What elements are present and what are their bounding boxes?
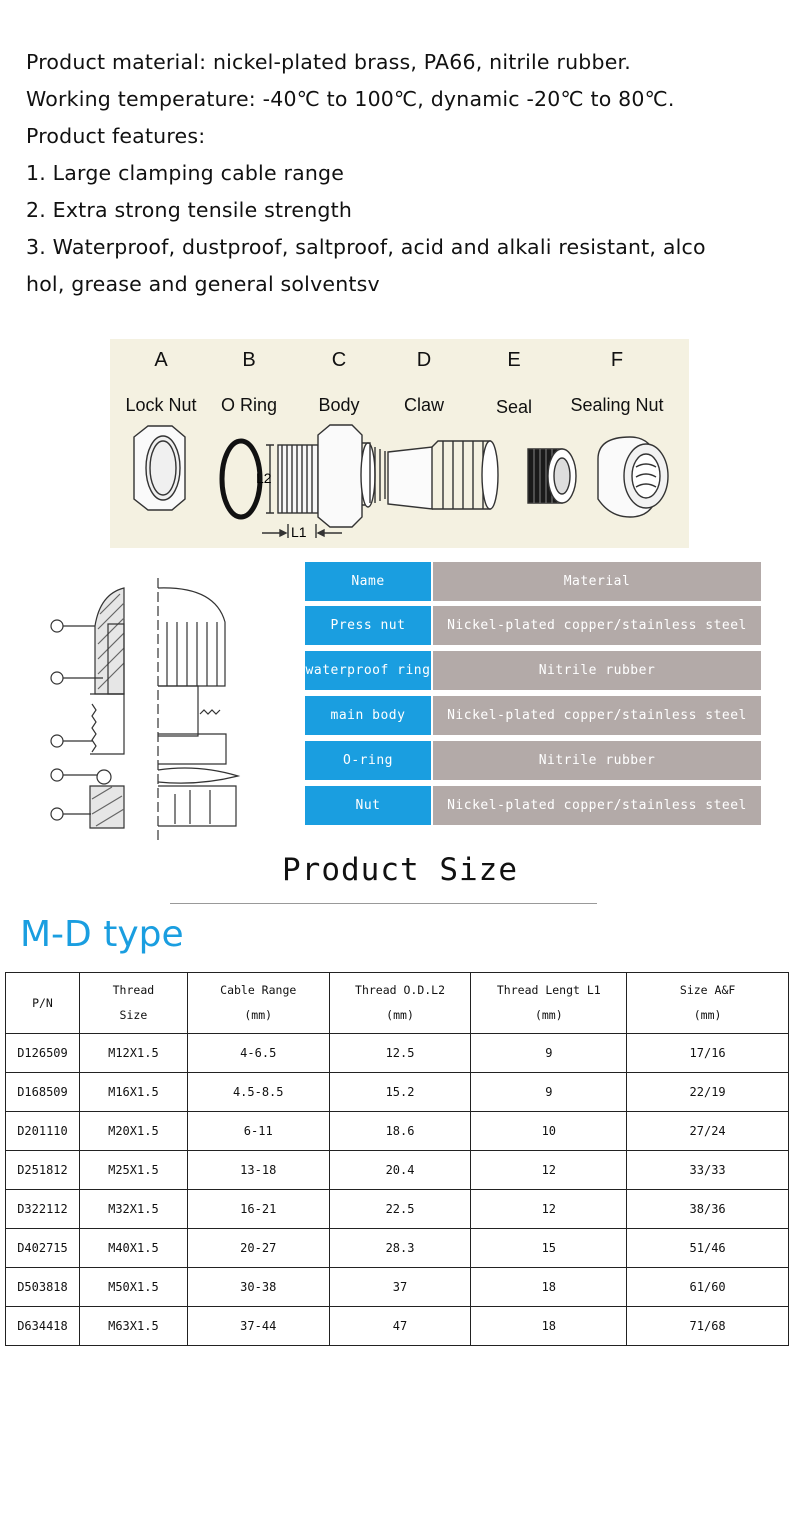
cell-thread-length: 9 [471,1034,627,1073]
l1-label: L1 [291,524,307,540]
component-name: O-ring [305,741,431,780]
table-row [6,1190,789,1229]
part-name: Sealing Nut [570,395,664,415]
header-material: Material [433,562,761,601]
part-name: O Ring [220,395,278,415]
features-heading: Product features: [26,124,206,148]
cell-pn: D503818 [6,1268,80,1307]
part-name: Lock Nut [125,395,197,415]
part-name: Claw [403,395,444,415]
cell-cable-range: 30-38 [187,1268,329,1307]
header-thread-length [471,973,627,1034]
cell-pn: D322112 [6,1190,80,1229]
header-line: Size A&F [679,983,736,997]
feature-3-continued: hol, grease and general solventsv [26,272,380,296]
feature-2: 2. Extra strong tensile strength [26,198,353,222]
cell-size-af: 17/16 [627,1034,789,1073]
cell-size-af: 61/60 [627,1268,789,1307]
cell-thread-od: 20.4 [329,1151,471,1190]
cell-pn: D634418 [6,1307,80,1346]
material-row [305,651,761,690]
part-letter: F [610,349,624,371]
cell-thread-size: M12X1.5 [79,1034,187,1073]
cell-thread-od: 28.3 [329,1229,471,1268]
component-material: Nitrile rubber [433,651,761,690]
header-line: Size [119,1008,148,1022]
cell-thread-size: M20X1.5 [79,1112,187,1151]
lock-nut-drawing [134,426,185,510]
product-size-title: Product Size [282,852,518,888]
cell-cable-range: 37-44 [187,1307,329,1346]
table-row [6,1268,789,1307]
header-line: P/N [32,995,53,1010]
cell-size-af: 38/36 [627,1190,789,1229]
cell-thread-length: 18 [471,1268,627,1307]
component-name: main body [305,696,431,735]
product-description [26,44,786,303]
component-material: Nickel-plated copper/stainless steel [433,696,761,735]
material-row [305,606,761,645]
table-row [6,1034,789,1073]
part-letter: C [331,349,347,371]
component-name: waterproof ring [305,651,431,690]
feature-3: 3. Waterproof, dustproof, saltproof, acid and alkali resistant, alco [26,235,706,259]
cell-thread-od: 15.2 [329,1073,471,1112]
component-name: Nut [305,786,431,825]
cell-size-af: 27/24 [627,1112,789,1151]
size-table [5,972,789,1346]
header-line: Thread O.D.L2 [355,983,446,997]
table-row [6,1112,789,1151]
component-material: Nickel-plated copper/stainless steel [433,786,761,825]
temperature-line: Working temperature: -40℃ to 100℃, dynamic -20℃ to 80℃. [26,87,675,111]
cell-size-af: 51/46 [627,1229,789,1268]
header-cable-range [187,973,329,1034]
component-material: Nickel-plated copper/stainless steel [433,606,761,645]
cell-pn: D251812 [6,1151,80,1190]
cell-thread-size: M50X1.5 [79,1268,187,1307]
header-pn [6,973,80,1034]
table-row [6,1229,789,1268]
table-row [6,1151,789,1190]
type-title: M-D type [20,914,184,955]
feature-1: 1. Large clamping cable range [26,161,345,185]
o-ring-drawing [222,441,260,517]
header-name: Name [305,562,431,601]
sealing-nut-drawing [598,437,668,517]
header-line: Thread [112,983,155,997]
cell-thread-size: M40X1.5 [79,1229,187,1268]
component-name: Press nut [305,606,431,645]
cell-thread-length: 10 [471,1112,627,1151]
header-line: Thread Lengt L1 [496,983,601,997]
cell-thread-od: 47 [329,1307,471,1346]
cell-thread-od: 37 [329,1268,471,1307]
cell-pn: D168509 [6,1073,80,1112]
cell-thread-length: 12 [471,1190,627,1229]
body-drawing [278,425,385,527]
component-material: Nitrile rubber [433,741,761,780]
cell-thread-od: 18.6 [329,1112,471,1151]
part-letter: B [242,349,256,371]
part-letter: E [507,349,521,371]
cell-cable-range: 4.5-8.5 [187,1073,329,1112]
cell-thread-length: 9 [471,1073,627,1112]
cell-cable-range: 13-18 [187,1151,329,1190]
cell-cable-range: 20-27 [187,1229,329,1268]
material-row [305,786,761,825]
part-letter: D [416,349,432,371]
part-name: Body [318,395,360,415]
cross-section-drawing [40,574,290,840]
claw-drawing [388,441,498,509]
header-unit: (mm) [386,1008,414,1022]
exploded-parts-diagram [110,339,689,548]
part-name: Seal [495,397,533,417]
material-line: Product material: nickel-plated brass, PA66, nitrile rubber. [26,50,631,74]
cell-thread-size: M32X1.5 [79,1190,187,1229]
cell-thread-length: 18 [471,1307,627,1346]
header-unit: (mm) [693,1008,722,1022]
cell-size-af: 71/68 [627,1307,789,1346]
part-letter: A [154,349,168,371]
divider [170,903,597,904]
cell-pn: D201110 [6,1112,80,1151]
cross-section-diagram [40,574,290,840]
cell-thread-od: 12.5 [329,1034,471,1073]
table-row [6,1307,789,1346]
header-thread-od [329,973,471,1034]
cell-cable-range: 6-11 [187,1112,329,1151]
l2-label: L2 [256,470,272,486]
header-line: Cable Range [220,983,297,997]
cell-thread-od: 22.5 [329,1190,471,1229]
cell-thread-length: 12 [471,1151,627,1190]
header-thread-size [79,973,187,1034]
table-row [6,1073,789,1112]
size-table-header [6,973,789,1034]
cell-cable-range: 4-6.5 [187,1034,329,1073]
cell-pn: D402715 [6,1229,80,1268]
material-row [305,696,761,735]
header-unit: (mm) [534,1008,563,1022]
cell-thread-length: 15 [471,1229,627,1268]
cell-thread-size: M25X1.5 [79,1151,187,1190]
header-unit: (mm) [244,1008,273,1022]
seal-drawing [528,449,576,503]
size-table-body [6,1034,789,1346]
material-row [305,741,761,780]
cell-thread-size: M16X1.5 [79,1073,187,1112]
cell-size-af: 22/19 [627,1073,789,1112]
cell-pn: D126509 [6,1034,80,1073]
cell-cable-range: 16-21 [187,1190,329,1229]
cell-thread-size: M63X1.5 [79,1307,187,1346]
material-table-header [305,562,761,601]
header-size-af [627,973,789,1034]
cell-size-af: 33/33 [627,1151,789,1190]
parts-drawing [110,339,689,548]
